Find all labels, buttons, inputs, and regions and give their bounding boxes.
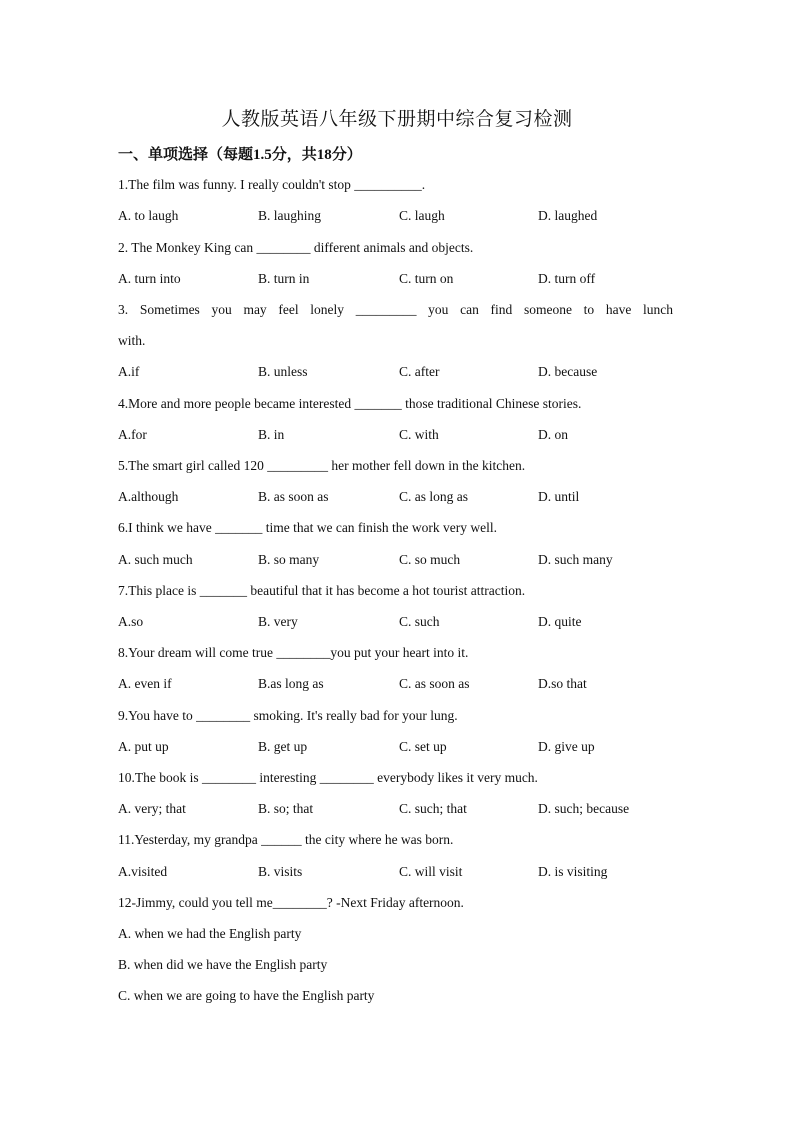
option-d: D. such; because xyxy=(538,801,630,816)
question-stem: 6.I think we have _______ time that we can finish the work very well. xyxy=(118,520,498,535)
option-b: B. very xyxy=(258,614,298,629)
option-c: C. as long as xyxy=(399,489,468,504)
option-d: D. until xyxy=(538,489,580,504)
question-stem: 3. Sometimes you may feel lonely _________ you can find someone to have lunch xyxy=(118,302,673,317)
option-b: B.as long as xyxy=(258,676,324,691)
option-b: B. so many xyxy=(258,552,320,567)
option-b: B. in xyxy=(258,427,285,442)
option-c: C. so much xyxy=(399,552,461,567)
options-row xyxy=(118,737,678,757)
options-row xyxy=(118,550,678,570)
options-row xyxy=(118,206,678,226)
option-a: A.although xyxy=(118,489,179,504)
option-d: D. quite xyxy=(538,614,582,629)
option-a: A. turn into xyxy=(118,271,181,286)
option-d: D. such many xyxy=(538,552,613,567)
option-d: D. is visiting xyxy=(538,864,608,879)
options-row xyxy=(118,425,678,445)
question-stem-continuation: with. xyxy=(118,333,146,348)
question-stem: 1.The film was funny. I really couldn't stop __________. xyxy=(118,177,426,192)
option-b: B. as soon as xyxy=(258,489,329,504)
option-d: D. give up xyxy=(538,739,595,754)
option-b: B. unless xyxy=(258,364,308,379)
option-c: C. set up xyxy=(399,739,447,754)
option-c: C. such xyxy=(399,614,440,629)
option-c: C. when we are going to have the English party xyxy=(118,988,375,1003)
option-d: D. turn off xyxy=(538,271,596,286)
option-a: A. put up xyxy=(118,739,169,754)
question-stem: 5.The smart girl called 120 _________ her mother fell down in the kitchen. xyxy=(118,458,526,473)
option-c: C. after xyxy=(399,364,440,379)
options-row xyxy=(118,487,678,507)
option-a: A.if xyxy=(118,364,140,379)
option-a: A.so xyxy=(118,614,144,629)
options-row xyxy=(118,799,678,819)
option-d: D. on xyxy=(538,427,568,442)
option-a: A. even if xyxy=(118,676,172,691)
page-title: 人教版英语八年级下册期中综合复习检测 xyxy=(221,109,573,130)
option-c: C. such; that xyxy=(399,801,467,816)
option-c: C. will visit xyxy=(399,864,463,879)
option-b: B. laughing xyxy=(258,208,321,223)
question-stem: 4.More and more people became interested _______ those traditional Chinese stories. xyxy=(118,396,582,411)
option-a: A. when we had the English party xyxy=(118,926,302,941)
option-a: A.for xyxy=(118,427,147,442)
option-a: A. such much xyxy=(118,552,193,567)
question-stem: 8.Your dream will come true ________you put your heart into it. xyxy=(118,645,469,660)
options-row xyxy=(118,674,678,694)
options-row xyxy=(118,362,678,382)
option-b: B. visits xyxy=(258,864,303,879)
option-a: A. very; that xyxy=(118,801,186,816)
question-stem: 10.The book is ________ interesting ________ everybody likes it very much. xyxy=(118,770,538,785)
option-b: B. when did we have the English party xyxy=(118,957,328,972)
option-b: B. get up xyxy=(258,739,308,754)
option-b: B. turn in xyxy=(258,271,310,286)
option-c: C. with xyxy=(399,427,439,442)
option-b: B. so; that xyxy=(258,801,314,816)
option-d: D.so that xyxy=(538,676,587,691)
option-a: A. to laugh xyxy=(118,208,179,223)
options-row xyxy=(118,862,678,882)
question-stem: 12-Jimmy, could you tell me________? -Next Friday afternoon. xyxy=(118,895,464,910)
option-d: D. because xyxy=(538,364,598,379)
section-heading: 一、单项选择（每题1.5分，共18分） xyxy=(118,147,362,163)
option-c: C. turn on xyxy=(399,271,454,286)
options-row xyxy=(118,612,678,632)
options-row xyxy=(118,269,678,289)
option-a: A.visited xyxy=(118,864,168,879)
option-c: C. as soon as xyxy=(399,676,470,691)
question-stem: 7.This place is _______ beautiful that it has become a hot tourist attraction. xyxy=(118,583,526,598)
option-d: D. laughed xyxy=(538,208,598,223)
question-stem: 2. The Monkey King can ________ different animals and objects. xyxy=(118,240,474,255)
option-c: C. laugh xyxy=(399,208,445,223)
question-stem: 9.You have to ________ smoking. It's really bad for your lung. xyxy=(118,708,458,723)
question-stem: 11.Yesterday, my grandpa ______ the city where he was born. xyxy=(118,832,454,847)
